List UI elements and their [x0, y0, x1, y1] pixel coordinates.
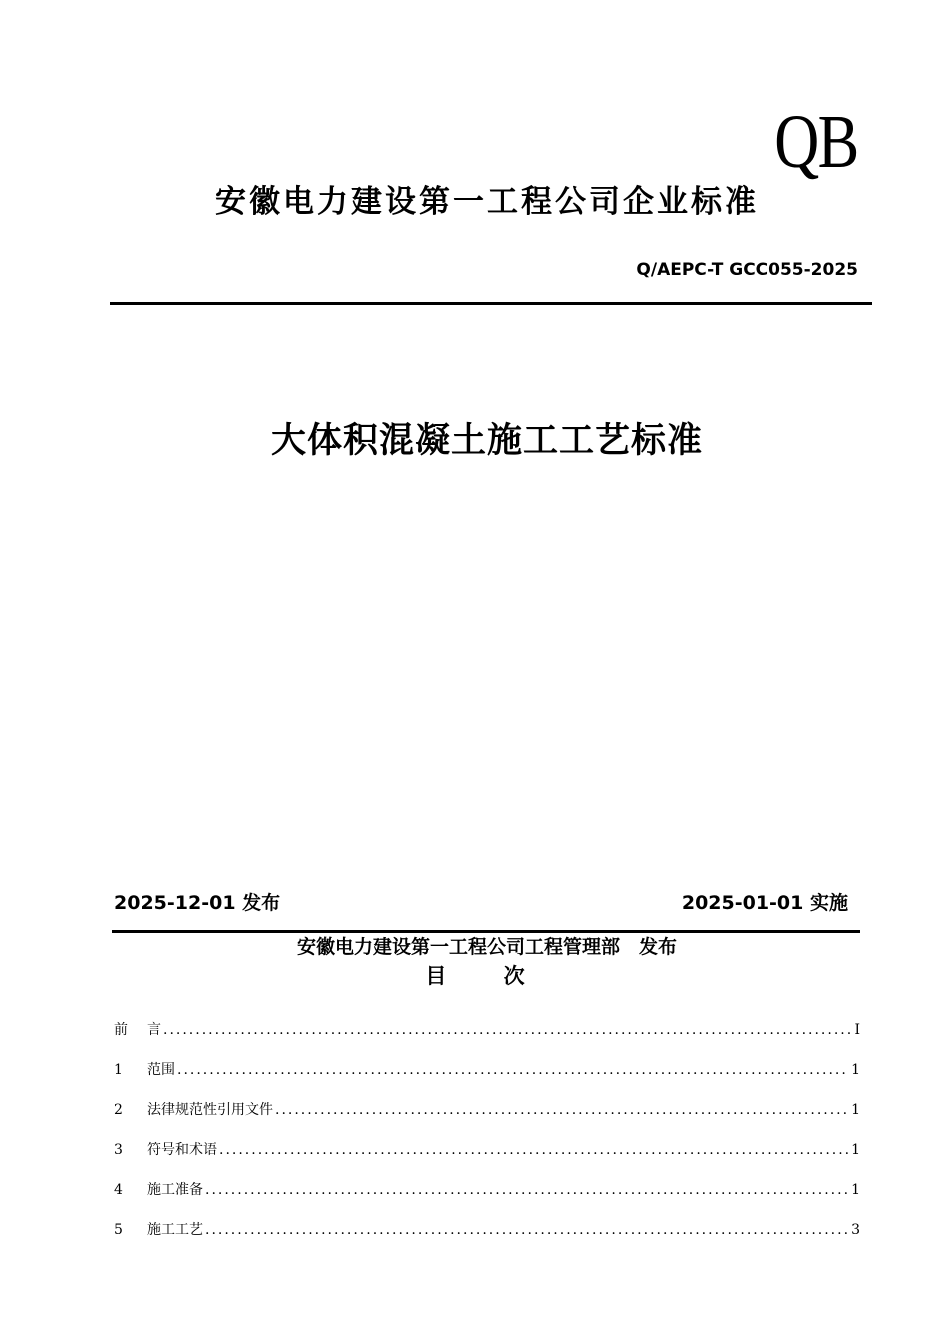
toc-leader-dots	[275, 1098, 849, 1122]
toc-leader-dots	[177, 1058, 849, 1082]
toc-leader-dots	[205, 1178, 849, 1202]
toc-item-number: 2	[114, 1102, 123, 1118]
toc-title: 目 次	[425, 964, 525, 988]
standard-number: Q/AEPC-T GCC055-2025	[636, 260, 858, 280]
toc-item-label: 符号和术语	[147, 1142, 217, 1158]
implement-date: 2025-01-01 实施	[681, 892, 848, 914]
toc-item-page: 1	[851, 1062, 860, 1078]
toc-leader-dots	[163, 1018, 852, 1042]
publisher: 安徽电力建设第一工程公司工程管理部 发布	[296, 936, 677, 958]
toc-item-label: 法律规范性引用文件	[147, 1102, 273, 1118]
toc-item-number: 4	[114, 1182, 123, 1198]
toc-item-label: 施工工艺	[147, 1222, 203, 1238]
toc-item-number: 3	[114, 1142, 123, 1158]
toc-item-scope[interactable]	[114, 1058, 860, 1098]
toc-item-label: 范围	[147, 1062, 175, 1078]
toc-item-foreword[interactable]	[114, 1018, 860, 1058]
table-of-contents	[114, 1018, 860, 1258]
toc-item-number: 前	[114, 1022, 128, 1038]
toc-item-preparation[interactable]	[114, 1178, 860, 1218]
toc-item-number: 1	[114, 1062, 123, 1078]
toc-item-label: 施工准备	[147, 1182, 203, 1198]
document-title: 大体积混凝土施工工艺标准	[270, 421, 703, 461]
publish-date: 2025-12-01 发布	[114, 892, 281, 914]
top-divider	[110, 302, 872, 305]
toc-item-page: 1	[851, 1102, 860, 1118]
toc-item-page: I	[854, 1022, 860, 1038]
toc-item-page: 1	[851, 1142, 860, 1158]
toc-item-label: 言	[147, 1022, 161, 1038]
toc-item-page: 1	[851, 1182, 860, 1198]
toc-leader-dots	[205, 1218, 849, 1242]
toc-item-page: 3	[851, 1222, 860, 1238]
qb-logo: QB	[774, 100, 858, 184]
toc-item-process[interactable]	[114, 1218, 860, 1258]
toc-item-normative-references[interactable]	[114, 1098, 860, 1138]
toc-item-number: 5	[114, 1222, 123, 1238]
toc-leader-dots	[219, 1138, 849, 1162]
toc-item-symbols-terms[interactable]	[114, 1138, 860, 1178]
company-standard-title: 安徽电力建设第一工程公司企业标准	[215, 184, 759, 220]
